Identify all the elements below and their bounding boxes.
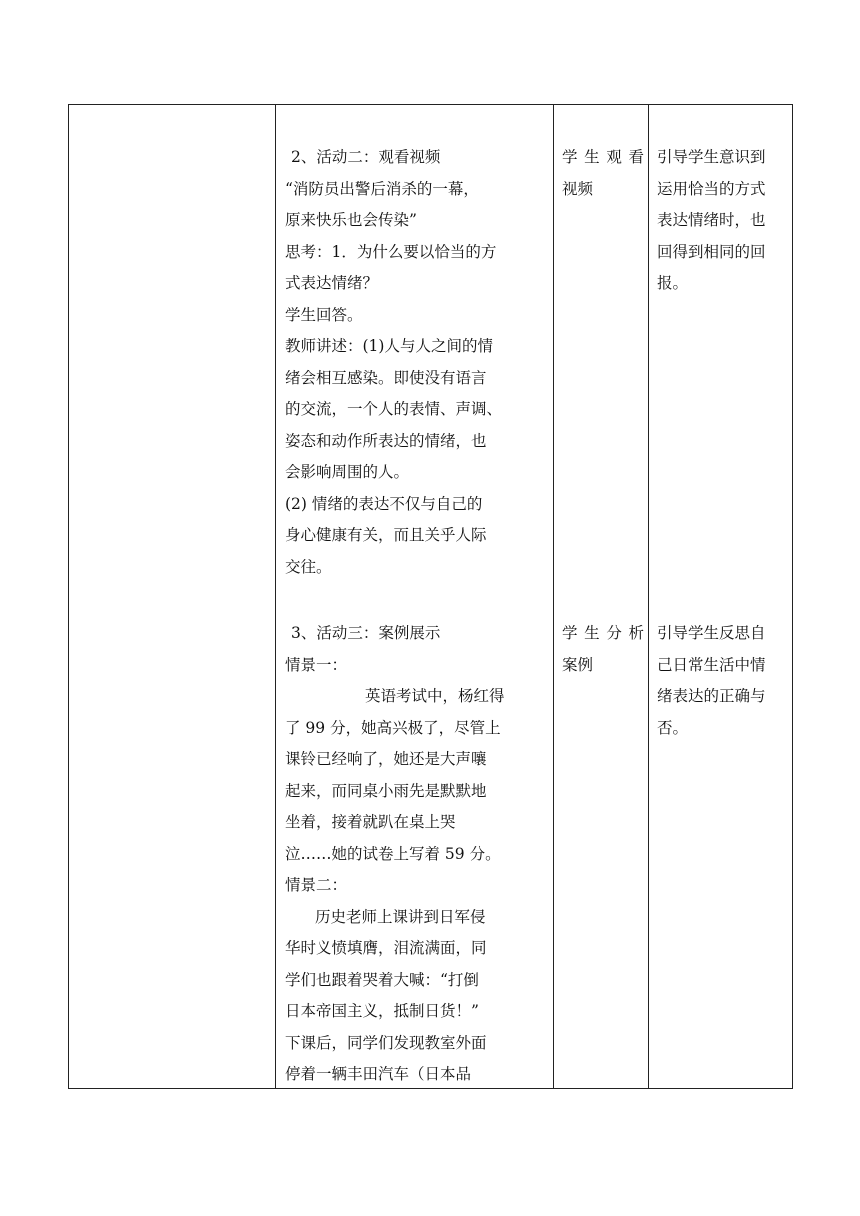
paragraph-line: 停着一辆丰田汽车（日本品: [285, 1065, 472, 1083]
student-activity-two: [562, 142, 644, 205]
paragraph-line: 姿态和动作所表达的情绪，也: [285, 431, 487, 450]
paragraph-line: 原来快乐也会传染”: [285, 211, 417, 229]
paragraph-line: 学生回答。: [285, 305, 363, 324]
paragraph-line: 情景二：: [285, 876, 348, 894]
paragraph-line: 了 99 分，她高兴极了，尽管上: [285, 718, 501, 737]
paragraph-line: 历史老师上课讲到日军侵: [315, 907, 486, 926]
paragraph-line: 起来，而同桌小雨先是默默地: [285, 781, 487, 800]
paragraph-line: 英语考试中，杨红得: [365, 687, 505, 705]
paragraph-line: 否。: [657, 718, 689, 737]
activity-three-block: [285, 618, 549, 1088]
paragraph-line: 引导学生意识到: [657, 148, 766, 166]
paragraph-line: 华时义愤填膺，泪流满面，同: [285, 939, 487, 957]
paragraph-line: 坐着，接着就趴在桌上哭: [285, 813, 456, 831]
paragraph-line: 回得到相同的回: [657, 242, 766, 261]
paragraph-line: 学生观看: [562, 148, 644, 166]
paragraph-line: 式表达情绪？: [285, 274, 379, 292]
paragraph-line: (2) 情绪的表达不仅与自己的: [285, 494, 483, 513]
table-cell-stage: [69, 105, 276, 1089]
paragraph-line: 会影响周围的人。: [285, 463, 410, 481]
paragraph-line: 己日常生活中情: [657, 655, 766, 674]
paragraph-line: 表达情绪时，也: [657, 211, 766, 229]
paragraph-line: 下课后，同学们发现教室外面: [285, 1033, 487, 1052]
paragraph-line: 学生分析: [562, 624, 644, 642]
paragraph-line: “消防员出警后消杀的一幕，: [285, 179, 479, 198]
paragraph-line: 身心健康有关，而且关乎人际: [285, 526, 487, 544]
paragraph-line: 泣……她的试卷上写着 59 分。: [285, 844, 501, 863]
table-cell-design-intent: [649, 105, 793, 1089]
paragraph-line: 引导学生反思自: [657, 624, 766, 642]
paragraph-line: 交往。: [285, 557, 332, 576]
paragraph-line: 绪会相互感染。即使没有语言: [285, 368, 487, 387]
design-intent-three: [657, 618, 788, 744]
activity-two-block: [285, 142, 549, 583]
paragraph-line: 思考：1．为什么要以恰当的方: [285, 242, 497, 261]
design-intent-two: [657, 142, 788, 300]
table-cell-teaching-process: [276, 105, 554, 1089]
table-row: [69, 105, 793, 1089]
paragraph-line: 学们也跟着哭着大喊：“打倒: [285, 970, 479, 989]
lesson-plan-table: [68, 104, 793, 1089]
student-activity-three: [562, 618, 644, 681]
paragraph-line: 报。: [657, 274, 689, 292]
paragraph-line: 情景一：: [285, 655, 348, 674]
paragraph-line: 运用恰当的方式: [657, 179, 766, 198]
paragraph-line: 课铃已经响了，她还是大声嚷: [285, 750, 487, 768]
paragraph-line: 视频: [562, 179, 594, 198]
paragraph-line: 教师讲述：(1)人与人之间的情: [285, 337, 493, 355]
table-cell-student-activity: [554, 105, 649, 1089]
paragraph-line: 的交流，一个人的表情、声调、: [285, 400, 503, 418]
activity-two-title: 2、活动二：观看视频: [291, 148, 441, 166]
activity-three-title: 3、活动三：案例展示: [291, 624, 441, 642]
paragraph-line: 案例: [562, 655, 594, 674]
paragraph-line: 日本帝国主义，抵制日货！”: [285, 1002, 479, 1020]
paragraph-line: 绪表达的正确与: [657, 687, 766, 705]
